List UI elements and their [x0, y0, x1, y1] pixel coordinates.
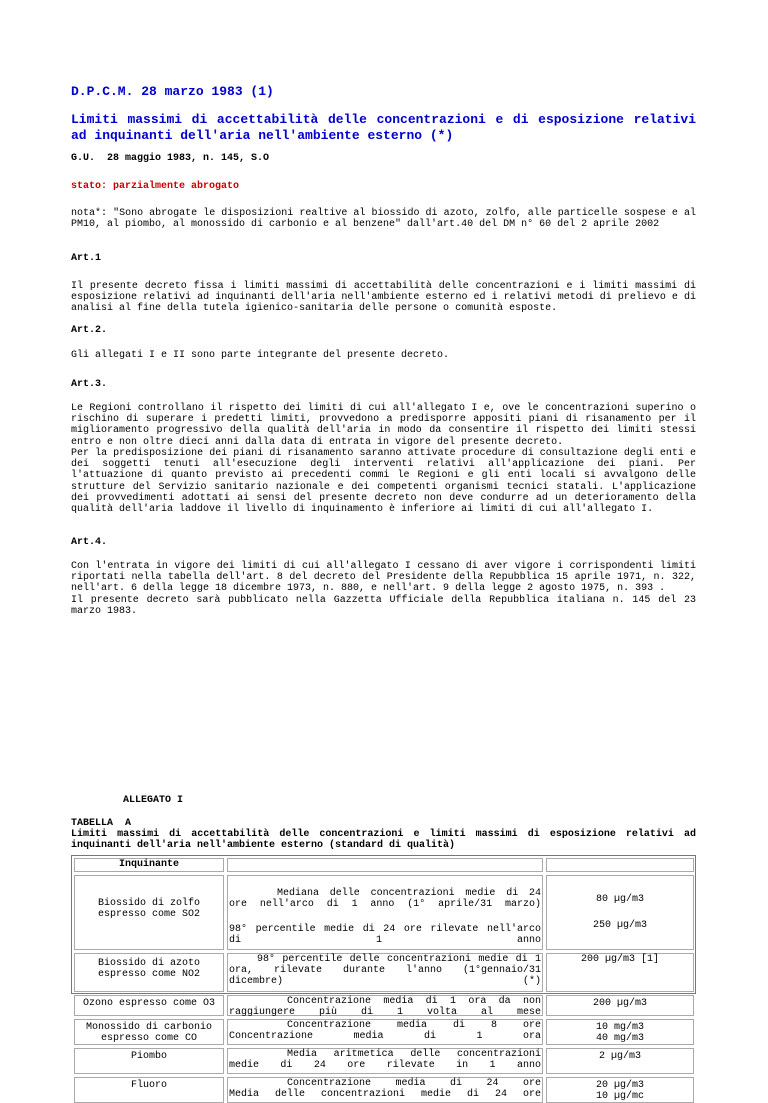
row-so2-values	[546, 875, 694, 950]
row-f-desc	[227, 1077, 543, 1103]
f-value: 10 µg/mc	[595, 1091, 644, 1102]
nota-paragraph: nota*: "Sono abrogate le disposizioni realtive al biossido di azoto, zolfo, alle particelle sospese e al PM10, al piombo, al monossido di carbonio e al benzene" dall'art.40 del DM n° 60 del 2 aprile 2002	[71, 208, 696, 231]
co-desc-line: Concentrazione media di 8 ore	[287, 1020, 541, 1031]
limits-table	[71, 855, 696, 1102]
row-pb-values	[546, 1048, 694, 1074]
row-o3-desc	[227, 995, 543, 1016]
co-value: 40 mg/m3	[595, 1033, 644, 1044]
art4-heading: Art.4.	[71, 537, 108, 548]
pb-desc-line: Media aritmetica delle concentrazioni medie di 24 ore rilevate in 1 anno	[229, 1049, 541, 1071]
table-header-inquinante: Inquinante	[74, 858, 224, 872]
row-co-desc	[227, 1019, 543, 1045]
so2-desc-2: 98° percentile medie di 24 ore rilevate nell'arco di 1 anno	[229, 924, 541, 946]
art1-heading: Art.1	[71, 253, 102, 264]
document-title: D.P.C.M. 28 marzo 1983 (1)	[71, 84, 274, 99]
f-value: 20 µg/m3	[595, 1080, 644, 1091]
allegato-heading: ALLEGATO I	[123, 795, 184, 806]
tabella-description: Limiti massimi di accettabilità delle concentrazioni e limiti massimi di esposizione relativi ad inquinanti dell'aria nell'ambiente esterno (standard di qualità)	[71, 829, 696, 851]
f-desc-line: Media delle concentrazioni medie di 24 ore	[229, 1089, 541, 1100]
row-o3-name: Ozono espresso come O3	[74, 995, 224, 1016]
row-f-name: Fluoro	[74, 1077, 224, 1103]
art1-text: Il presente decreto fissa i limiti massimi di accettabilità delle concentrazioni e i limiti massimi di esposizione relativi ad inquinanti dell'aria nell'ambiente esterno ed i relativi metodi di prelievo e di analisi al fine della tutela igienico-sanitaria delle persone o comunità esposte.	[71, 281, 696, 315]
status-label: stato: parzialmente abrogato	[71, 181, 240, 192]
row-so2-name: Biossido di zolfo espresso come SO2	[74, 875, 224, 950]
so2-desc-1: Mediana delle concentrazioni medie di 24 ore nell'arco di 1 anno (1° aprile/31 marzo)	[229, 888, 541, 910]
pb-value: 2 µg/m3	[598, 1051, 641, 1062]
o3-value: 200 µg/m3	[592, 998, 647, 1009]
row-f-values	[546, 1077, 694, 1103]
co-value: 10 mg/m3	[595, 1022, 644, 1033]
row-no2-name: Biossido di azoto espresso come NO2	[74, 953, 224, 992]
table-header-empty	[227, 858, 543, 872]
row-o3-values	[546, 995, 694, 1016]
art3-text2: Per la predisposizione dei piani di risanamento saranno attivate procedure di consultazione degli enti e dei soggetti tenuti all'esecuzione degli interventi relativi all'applicazione dei piani. Per l'attuazione di quanto previsto ai precedenti commi le Regioni e gli enti locali si avvalgono delle strutture del Servizio sanitario nazionale e dei competenti organismi tecnici statali. L'applicazione dei provvedimenti adottati ai sensi del presente decreto non deve condurre ad un deterioramento della qualità dell'aria laddove il livello di inquinamento è inferiore ai limiti di cui all'allegato I.	[71, 448, 696, 516]
so2-value-1: 80 µg/m3	[595, 894, 644, 905]
row-no2-desc: 98° percentile delle concentrazioni medie di 1 ora, rilevate durante l'anno (1°gennaio/31 dicembre) (*)	[227, 953, 543, 992]
gazzetta-reference: G.U. 28 maggio 1983, n. 145, S.O	[71, 153, 270, 164]
tabella-title: TABELLA A	[71, 818, 132, 829]
art4-text: Con l'entrata in vigore dei limiti di cui all'allegato I cessano di aver vigore i corrispondenti limiti riportati nella tabella dell'art. 8 del decreto del Presidente della Repubblica 15 aprile 1971, n. 322, nell'art. 6 della legge 18 dicembre 1973, n. 880, e nell'art. 9 della legge 2 agosto 1975, n. 393 .	[71, 561, 696, 595]
row-no2-value: 200 µg/m3 [1]	[546, 953, 694, 992]
co-desc-line: Concentrazione media di 1 ora	[229, 1031, 541, 1042]
so2-value-2: 250 µg/m3	[592, 920, 647, 931]
document-subtitle: Limiti massimi di accettabilità delle concentrazioni e di esposizione relativi ad inquinanti dell'aria nell'ambiente esterno (*)	[71, 112, 696, 143]
row-co-name: Monossido di carbonio espresso come CO	[74, 1019, 224, 1045]
o3-desc-line: Concentrazione media di 1 ora da non raggiungere più di 1 volta al mese	[229, 996, 541, 1018]
art2-heading: Art.2.	[71, 325, 108, 336]
row-pb-name: Piombo	[74, 1048, 224, 1074]
row-so2-desc	[227, 875, 543, 950]
art4-text2: Il presente decreto sarà pubblicato nella Gazzetta Ufficiale della Repubblica italiana n. 145 del 23 marzo 1983.	[71, 595, 696, 618]
art3-text: Le Regioni controllano il rispetto dei limiti di cui all'allegato I e, ove le concentrazioni superino o rischino di superare i predetti limiti, provvedono a predisporre appositi piani di risanamento per il miglioramento progressivo della qualità dell'aria in modo da consentire il rispetto dei limiti stessi entro e non oltre dieci anni dalla data di entrata in vigore del presente decreto.	[71, 403, 696, 448]
table-overflow	[71, 991, 696, 994]
row-pb-desc	[227, 1048, 543, 1074]
f-desc-line: Concentrazione media di 24 ore	[287, 1078, 541, 1089]
art2-text: Gli allegati I e II sono parte integrante del presente decreto.	[71, 350, 450, 361]
table-header-empty	[546, 858, 694, 872]
art3-heading: Art.3.	[71, 379, 108, 390]
row-co-values	[546, 1019, 694, 1045]
